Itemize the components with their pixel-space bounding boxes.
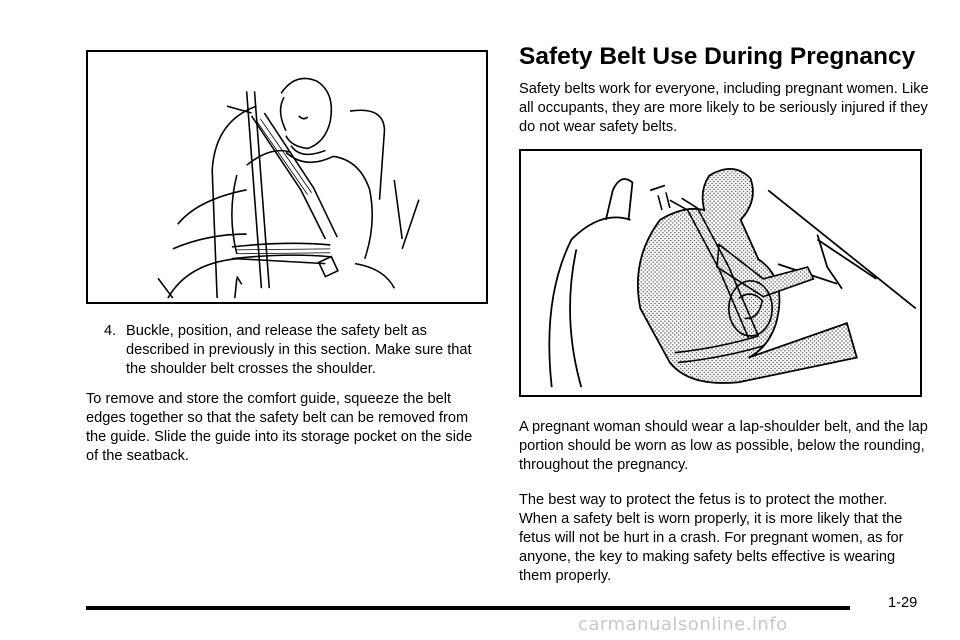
protect-fetus-paragraph: The best way to protect the fetus is to protect the mother. When a safety belt is worn properly, it is more likely that the fetus will not be hurt in a crash. For pregnant women, as for anyone, the key to making safety belts effective is wearing them properly. <box>519 492 904 584</box>
step-number: 4. <box>104 323 117 339</box>
step-4 <box>104 322 488 379</box>
child-belt-drawing <box>88 52 486 302</box>
section-heading: Safety Belt Use During Pregnancy <box>519 43 916 70</box>
watermark: carmanualsonline.info <box>578 614 788 635</box>
child-safety-belt-illustration <box>86 50 488 304</box>
lap-shoulder-belt-paragraph: A pregnant woman should wear a lap-shoulder belt, and the lap portion should be worn as low as possible, below the rounding, throughout the pregnancy. <box>519 419 928 473</box>
page-number: 1-29 <box>888 595 918 611</box>
pregnancy-intro-paragraph: Safety belts work for everyone, including pregnant women. Like all occupants, they are more likely to be seriously injured if they do not wear safety belts. <box>519 81 929 135</box>
comfort-guide-paragraph: To remove and store the comfort guide, squeeze the belt edges together so that the safety belt can be removed from the guide. Slide the guide into its storage pocket on the side of the seatback. <box>86 391 473 464</box>
footer-rule <box>86 606 850 610</box>
pregnant-belt-drawing <box>521 151 920 395</box>
pregnant-woman-illustration <box>519 149 922 397</box>
step-text: Buckle, position, and release the safety belt as described in previously in this section. Make sure that the shoulder belt crosses the shoulder. <box>126 323 472 377</box>
